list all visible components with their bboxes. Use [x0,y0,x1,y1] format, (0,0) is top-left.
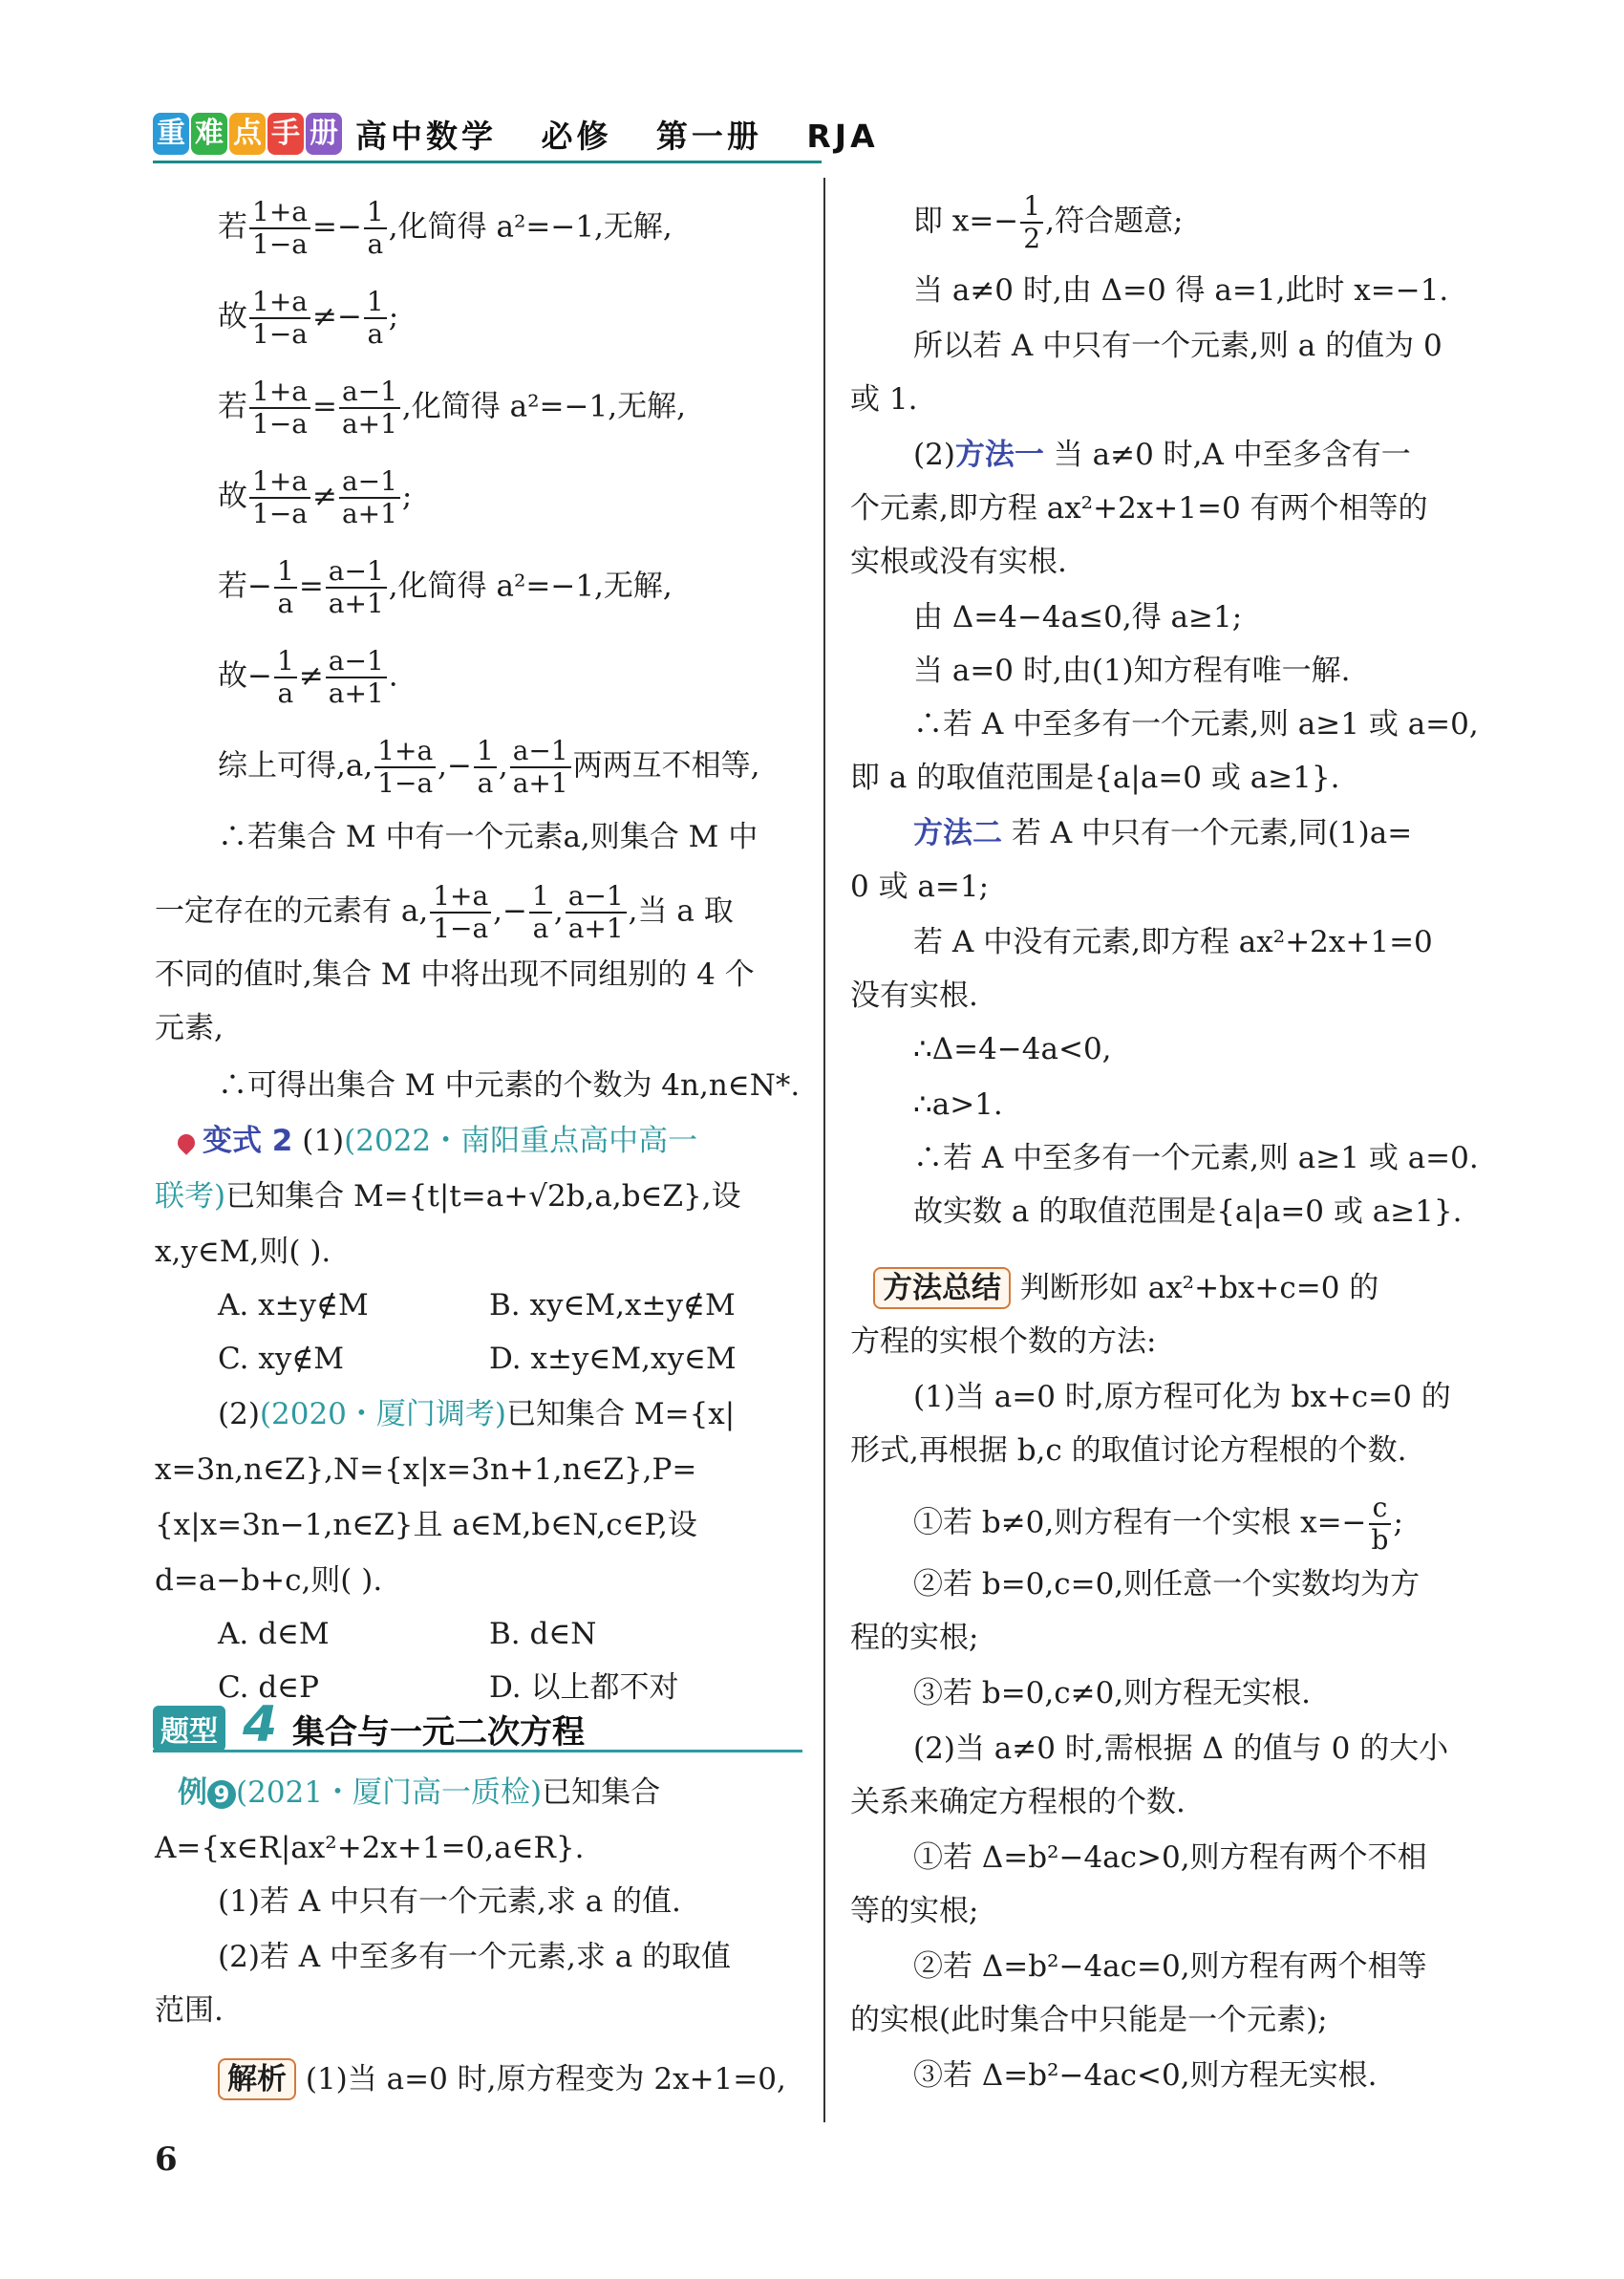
text-line: 个元素,即方程 ax²+2x+1=0 有两个相等的 [850,491,1428,526]
text-line: 当 a≠0 时,由 Δ=0 得 a=1,此时 x=−1. [913,273,1449,308]
summary-label: 方法总结 [873,1267,1011,1309]
logo-char: 难 [191,113,227,155]
text-line: x,y∈M,则( ). [155,1235,331,1269]
example-heading: 例 9 (2021・厦门高一质检)已知集合 [178,1775,661,1810]
text-line: ①若 b≠0,则方程有一个实根 x=− $\frac{c}{b}$ ; [913,1492,1403,1556]
text-line: 故− $\frac{1}{a}$ ≠ $\frac{a-1}{a+1}$ . [218,645,398,709]
option-c: C. xy∉M [218,1342,345,1376]
text-line: ∴可得出集合 M 中元素的个数为 4n,n∈N*. [218,1068,801,1103]
logo-char: 册 [306,113,342,155]
book-title: 高中数学 必修 第一册 RJA [355,117,879,155]
text-line: ∴若 A 中至多有一个元素,则 a≥1 或 a=0. [913,1141,1479,1175]
text-line: 范围. [155,1993,224,2028]
solution-line: 解析 (1)当 a=0 时,原方程变为 2x+1=0, [218,2058,786,2100]
text-line: ∴若集合 M 中有一个元素a,则集合 M 中 [218,820,759,854]
text-line: 故 $\frac{1+a}{1-a}$ ≠ $\frac{a-1}{a+1}$ ; [218,465,413,529]
page-number: 6 [155,2140,178,2179]
text-line: d=a−b+c,则( ). [155,1563,383,1598]
text-line: ∴Δ=4−4a<0, [913,1032,1112,1066]
text-line: 若− $\frac{1}{a}$ = $\frac{a-1}{a+1}$ ,化简得 a²=−1,无解, [218,555,673,619]
text-line: ①若 Δ=b²−4ac>0,则方程有两个不相 [913,1840,1427,1875]
text-line: 故 $\frac{1+a}{1-a}$ ≠− $\frac{1}{a}$ ; [218,286,399,350]
text-line: 若 $\frac{1+a}{1-a}$ = $\frac{a-1}{a+1}$ ,化简得 a²=−1,无解, [218,376,686,440]
text-line: 即 a 的取值范围是{a|a=0 或 a≥1}. [850,761,1340,795]
text-line: 0 或 a=1; [850,870,990,904]
text-line: 当 a=0 时,由(1)知方程有唯一解. [913,654,1351,688]
option-b: B. xy∈M,x±y∉M [489,1288,736,1322]
column-divider [823,178,825,2122]
header-rule [153,161,822,163]
text-line: 综上可得,a, $\frac{1+a}{1-a}$ ,− $\frac{1}{a}$ , $\frac{a-1}{a+1}$ 两两互不相等, [218,735,760,799]
text-line: 即 x=− $\frac{1}{2}$ ,符合题意; [913,190,1184,254]
logo-char: 点 [229,113,266,155]
text-line: 没有实根. [850,978,978,1013]
text-line: 方程的实根个数的方法: [850,1324,1157,1359]
text-line: ∴若 A 中至多有一个元素,则 a≥1 或 a=0, [913,707,1479,742]
section-heading [153,1696,802,1753]
text-line: ②若 Δ=b²−4ac=0,则方程有两个相等 [913,1949,1427,1984]
option-a: A. x±y∉M [218,1288,369,1322]
text-line: 实根或没有实根. [850,545,1067,579]
text-line: (2)方法一 当 a≠0 时,A 中至多含有一 [913,438,1411,472]
text-line: 由 Δ=4−4a≤0,得 a≥1; [913,600,1243,634]
text-line: 关系来确定方程根的个数. [850,1785,1186,1819]
solution-label: 解析 [218,2058,296,2100]
text-line: 若 $\frac{1+a}{1-a}$ =− $\frac{1}{a}$ ,化简得 a²=−1,无解, [218,196,673,260]
text-line: 的实根(此时集合中只能是一个元素); [850,2003,1328,2037]
option-a: A. d∈M [218,1617,330,1651]
option-d: D. 以上都不对 [489,1670,679,1705]
example-number: 9 [207,1780,236,1809]
text-line: (1)当 a=0 时,原方程可化为 bx+c=0 的 [913,1380,1451,1414]
text-line: 故实数 a 的取值范围是{a|a=0 或 a≥1}. [913,1194,1463,1229]
text-line: A={x∈R|ax²+2x+1=0,a∈R}. [155,1831,585,1865]
text-line: (2)若 A 中至多有一个元素,求 a 的取值 [218,1940,732,1974]
text-line: 所以若 A 中只有一个元素,则 a 的值为 0 [913,329,1442,363]
text-line: {x|x=3n−1,n∈Z}且 a∈M,b∈N,c∈P,设 [155,1508,697,1542]
text-line: ③若 Δ=b²−4ac<0,则方程无实根. [913,2058,1378,2093]
series-logo [153,113,342,155]
text-line: 一定存在的元素有 a, $\frac{1+a}{1-a}$ ,− $\frac{1}{a}$ , $\frac{a-1}{a+1}$ ,当 a 取 [155,880,734,944]
text-line: 形式,再根据 b,c 的取值讨论方程根的个数. [850,1433,1407,1468]
section-number: 4 [243,1696,278,1753]
option-b: B. d∈N [489,1617,597,1651]
text-line: 方法二 若 A 中只有一个元素,同(1)a= [913,816,1413,850]
text-line: x=3n,n∈Z},N={x|x=3n+1,n∈Z},P= [155,1452,697,1487]
text-line: 若 A 中没有元素,即方程 ax²+2x+1=0 [913,925,1433,959]
variant-heading: 变式 2 (1)(2022・南阳重点高中高一 [178,1122,697,1160]
logo-char: 重 [153,113,189,155]
pin-icon [174,1130,198,1154]
logo-char: 手 [267,113,304,155]
text-line: 元素, [155,1011,224,1045]
text-line: (1)若 A 中只有一个元素,求 a 的值. [218,1884,681,1919]
text-line: ②若 b=0,c=0,则任意一个实数均为方 [913,1567,1421,1602]
section-label: 题型 [153,1706,225,1752]
text-line: (2)当 a≠0 时,需根据 Δ 的值与 0 的大小 [913,1731,1449,1766]
text-line: 联考)已知集合 M={t|t=a+√2b,a,b∈Z},设 [155,1179,741,1214]
page-header [153,107,879,161]
text-line: 不同的值时,集合 M 中将出现不同组别的 4 个 [155,957,755,992]
text-line: 等的实根; [850,1894,979,1928]
summary-line: 方法总结 判断形如 ax²+bx+c=0 的 [873,1267,1378,1309]
text-line: 或 1. [850,382,918,417]
text-line: ③若 b=0,c≠0,则方程无实根. [913,1676,1312,1710]
option-c: C. d∈P [218,1670,319,1705]
text-line: 程的实根; [850,1621,979,1655]
text-line: (2)(2020・厦门调考)已知集合 M={x| [218,1397,736,1431]
text-line: ∴a>1. [913,1087,1003,1122]
option-d: D. x±y∈M,xy∈M [489,1342,737,1376]
section-title: 集合与一元二次方程 [292,1713,585,1752]
